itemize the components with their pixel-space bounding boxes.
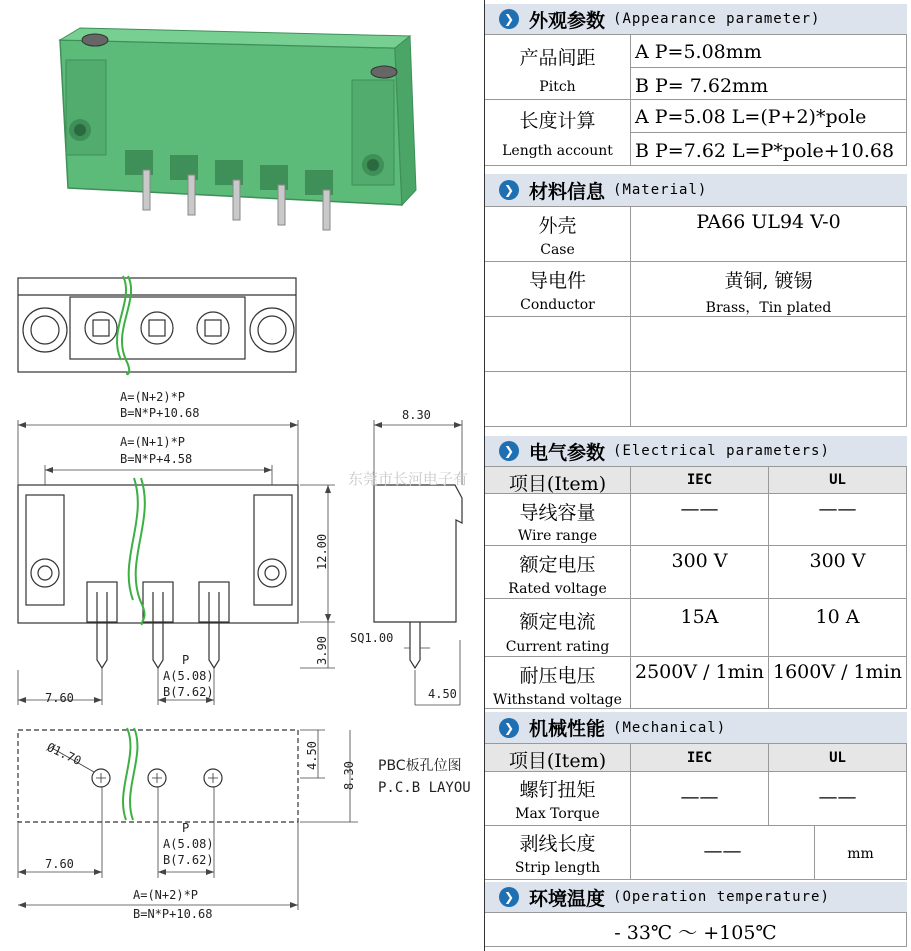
- pitch-a-val-b: A(5.08): [163, 837, 214, 851]
- appearance-title-en: (Appearance parameter): [613, 11, 821, 27]
- empty-cell: [631, 372, 907, 427]
- dim-pin-length: 3.90: [315, 636, 329, 665]
- voltage-iec-cell: [631, 546, 769, 599]
- current-ul-cell: [769, 599, 907, 657]
- wire-ul: ——: [818, 498, 857, 520]
- case-value-cell: [631, 207, 907, 262]
- chevron-right-icon: ❯: [499, 180, 519, 200]
- item-header: 项目(Item): [508, 473, 607, 495]
- material-title-en: (Material): [613, 182, 708, 198]
- wire-label-cell: [485, 494, 631, 546]
- case-label-cell: [485, 207, 631, 262]
- appearance-header: [485, 4, 907, 35]
- chevron-right-icon: ❯: [499, 441, 519, 461]
- dim-hole-diameter: Ø1.70: [44, 740, 84, 768]
- current-en: Current rating: [505, 639, 610, 655]
- formula-mid-b: B=N*P+4.58: [120, 452, 193, 466]
- product-photo: [60, 28, 416, 230]
- length-a: A P=5.08 L=(P+2)*pole: [635, 106, 867, 128]
- torque-ul-cell: [769, 772, 907, 826]
- strip-value: ——: [703, 840, 742, 862]
- dim-pcb-hole-offset: 4.50: [305, 741, 319, 770]
- voltage-en: Rated voltage: [508, 581, 607, 597]
- wire-en: Wire range: [517, 528, 598, 544]
- torque-zh: 螺钉扭矩: [519, 779, 596, 801]
- case-zh: 外壳: [538, 215, 577, 237]
- empty-cell: [485, 372, 631, 427]
- iec-header: IEC: [686, 472, 713, 488]
- top-view-drawing: [18, 278, 296, 372]
- pitch-en: Pitch: [539, 79, 576, 95]
- length-b: B P=7.62 L=P*pole+10.68: [635, 140, 895, 162]
- mech-iec-header: IEC: [686, 750, 713, 766]
- pitch-label-a: P: [182, 653, 190, 667]
- material-header: [485, 174, 907, 207]
- front-view-drawing: [18, 485, 298, 668]
- chevron-right-icon: ❯: [499, 9, 519, 29]
- ul-header-cell: [769, 467, 907, 494]
- current-iec-cell: [631, 599, 769, 657]
- chevron-right-icon: ❯: [499, 887, 519, 907]
- formula-mid-a: A=(N+1)*P: [120, 435, 186, 449]
- mech-ul-header-cell: [769, 744, 907, 772]
- conductor-value-zh: 黄铜, 镀锡: [724, 270, 813, 292]
- withstand-iec: 2500V / 1min: [635, 661, 764, 683]
- temperature-header: [485, 882, 907, 913]
- length-en: Length account: [502, 143, 613, 159]
- mech-item-header: 项目(Item): [508, 750, 607, 772]
- withstand-label-cell: [485, 657, 631, 709]
- watermark: 东莞市长河电子有: [348, 470, 469, 488]
- dim-side-width: 8.30: [402, 408, 431, 422]
- pitch-b: B P= 7.62mm: [635, 75, 769, 97]
- mechanical-title-en: (Mechanical): [613, 719, 727, 736]
- dim-height: 12.00: [315, 533, 329, 570]
- pcb-title-zh: PBC板孔位图: [378, 758, 462, 774]
- dim-edge-b: 7.60: [45, 857, 74, 871]
- wire-iec: ——: [680, 498, 719, 520]
- mechanical-title-zh: 机械性能: [529, 718, 606, 740]
- pitch-a-cell: [631, 35, 907, 68]
- voltage-iec: 300 V: [671, 550, 728, 572]
- pitch-b-val-b: B(7.62): [163, 853, 214, 867]
- pitch-label-b: P: [182, 821, 190, 835]
- pitch-a-val-a: A(5.08): [163, 669, 214, 683]
- wire-iec-cell: [631, 494, 769, 546]
- conductor-zh: 导电件: [528, 270, 586, 292]
- dim-pin-offset: 4.50: [428, 687, 457, 701]
- formula-bot-a: A=(N+2)*P: [133, 888, 199, 902]
- dim-pin-square: SQ1.00: [350, 631, 394, 645]
- wire-ul-cell: [769, 494, 907, 546]
- torque-ul: ——: [818, 786, 857, 808]
- empty-cell: [631, 317, 907, 372]
- mech-item-header-cell: [485, 744, 631, 772]
- pitch-b-val-a: B(7.62): [163, 685, 214, 699]
- withstand-ul-cell: [769, 657, 907, 709]
- pitch-a: A P=5.08mm: [635, 41, 762, 63]
- temperature-title-zh: 环境温度: [529, 887, 606, 910]
- electrical-header: [485, 436, 907, 467]
- temperature-value: - 33℃ ～ +105℃: [614, 922, 777, 944]
- current-iec: 15A: [680, 606, 719, 628]
- length-a-cell: [631, 100, 907, 133]
- torque-iec-cell: [631, 772, 769, 826]
- formula-top-a: A=(N+2)*P: [120, 390, 186, 404]
- pcb-title-en: P.C.B LAYOU: [378, 780, 471, 796]
- electrical-title-en: (Electrical parameters): [613, 443, 830, 459]
- appearance-title-zh: 外观参数: [529, 9, 606, 32]
- conductor-en: Conductor: [520, 297, 595, 313]
- withstand-iec-cell: [631, 657, 769, 709]
- mech-iec-header-cell: [631, 744, 769, 772]
- length-label-cell: [485, 100, 631, 166]
- withstand-en: Withstand voltage: [493, 692, 622, 708]
- item-header-cell: [485, 467, 631, 494]
- length-zh: 长度计算: [519, 110, 596, 132]
- dim-pcb-depth: 8.30: [342, 761, 356, 790]
- length-b-cell: [631, 133, 907, 166]
- current-zh: 额定电流: [519, 611, 596, 633]
- current-label-cell: [485, 599, 631, 657]
- pitch-zh: 产品间距: [519, 47, 596, 69]
- voltage-ul: 300 V: [809, 550, 866, 572]
- strip-zh: 剥线长度: [519, 833, 596, 855]
- dim-edge-a: 7.60: [45, 691, 74, 705]
- voltage-label-cell: [485, 546, 631, 599]
- withstand-ul: 1600V / 1min: [773, 661, 902, 683]
- torque-en: Max Torque: [515, 806, 600, 822]
- voltage-zh: 额定电压: [519, 554, 596, 576]
- case-value: PA66 UL94 V-0: [696, 211, 841, 233]
- formula-bot-b: B=N*P+10.68: [133, 907, 213, 921]
- conductor-value-cell: [631, 262, 907, 317]
- torque-iec: ——: [680, 786, 719, 808]
- strip-unit: mm: [847, 846, 874, 862]
- strip-unit-cell: [815, 826, 907, 880]
- formula-top-b: B=N*P+10.68: [120, 406, 200, 420]
- electrical-title-zh: 电气参数: [529, 441, 606, 464]
- conductor-value-en: Brass，Tin plated: [705, 300, 832, 316]
- strip-en: Strip length: [514, 860, 601, 876]
- strip-label-cell: [485, 826, 631, 880]
- temperature-value-cell: [485, 913, 907, 947]
- iec-header-cell: [631, 467, 769, 494]
- conductor-label-cell: [485, 262, 631, 317]
- wire-zh: 导线容量: [519, 502, 596, 524]
- mech-ul-header: UL: [829, 750, 846, 766]
- torque-label-cell: [485, 772, 631, 826]
- withstand-zh: 耐压电压: [519, 665, 596, 687]
- material-title-zh: 材料信息: [529, 180, 606, 203]
- mechanical-header: [485, 712, 907, 744]
- strip-value-cell: [631, 826, 815, 880]
- case-en: Case: [540, 242, 575, 258]
- current-ul: 10 A: [815, 606, 860, 628]
- chevron-right-icon: ❯: [499, 718, 519, 738]
- pitch-b-cell: [631, 68, 907, 100]
- ul-header: UL: [829, 472, 846, 488]
- spec-table: [485, 0, 911, 951]
- temperature-title-en: (Operation temperature): [613, 889, 830, 905]
- pitch-label-cell: [485, 35, 631, 100]
- voltage-ul-cell: [769, 546, 907, 599]
- break-lines: [117, 276, 145, 820]
- empty-cell: [485, 317, 631, 372]
